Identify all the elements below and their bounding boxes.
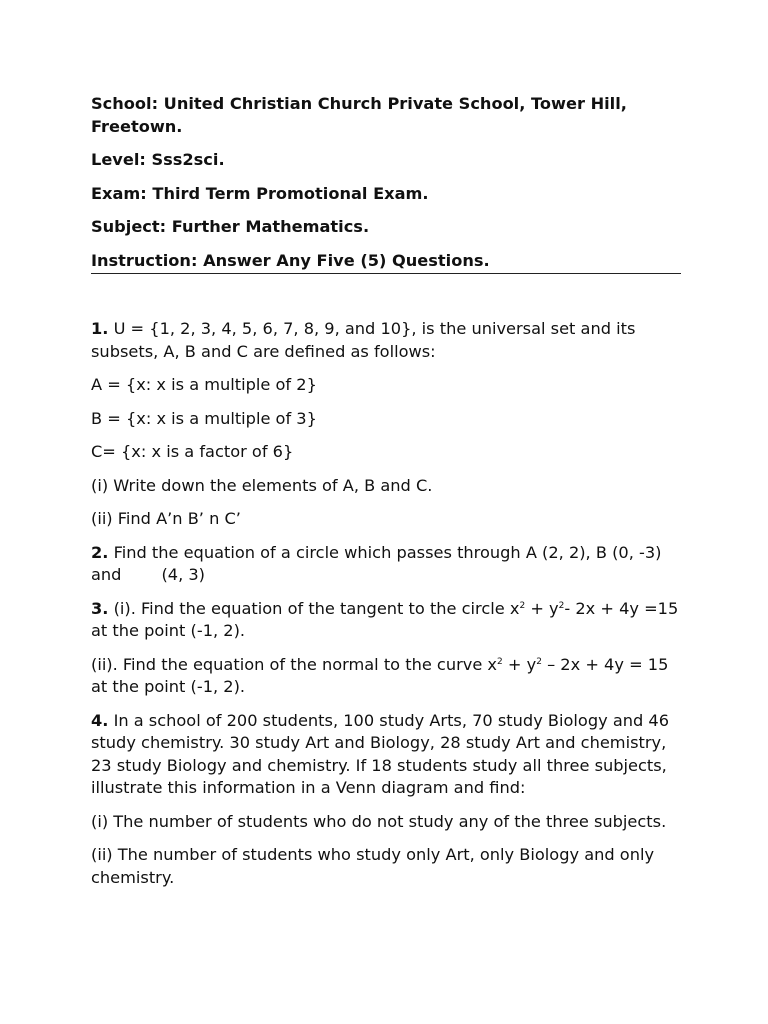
question-1-text: U = {1, 2, 3, 4, 5, 6, 7, 8, 9, and 10}, is the universal set and its subsets, A, B and C are defined as follows: <box>91 319 636 361</box>
question-3-ii-text-b: + y <box>502 654 537 674</box>
question-4-part-i: (i) The number of students who do not study any of the three subjects. <box>91 811 667 831</box>
question-4-text: In a school of 200 students, 100 study Arts, 70 study Biology and 46 study chemistry. 30 study Art and Biology, 28 study Art and chemistry, 23 study Biology and chemistry. If 18 students study all three subjects, illustrate this information in a Venn diagram and find: <box>91 710 670 797</box>
exam-line: Exam: Third Term Promotional Exam. <box>91 183 429 203</box>
question-1-set-b: B = {x: x is a multiple of 3} <box>91 408 317 428</box>
question-3-i-text-c: - 2x + 4y =15 at the point (-1, 2). <box>91 598 679 640</box>
exam-page <box>91 93 681 900</box>
question-4 <box>91 710 681 800</box>
instruction-line: Instruction: Answer Any Five (5) Questions. <box>91 250 681 275</box>
question-4-part-ii: (ii) The number of students who study only Art, only Biology and only chemistry. <box>91 845 655 887</box>
question-1-set-c: C= {x: x is a factor of 6} <box>91 442 294 461</box>
question-3-part-i <box>91 598 681 643</box>
question-3-ii-superscript-y: 2 <box>536 656 542 667</box>
question-1-part-i: (i) Write down the elements of A, B and C. <box>91 475 433 495</box>
subject-line: Subject: Further Mathematics. <box>91 217 370 236</box>
question-3-part-ii <box>91 654 681 699</box>
level-line: Level: Sss2sci. <box>91 150 225 169</box>
question-3-ii-text-a: (ii). Find the equation of the normal to the curve x <box>91 654 498 674</box>
school-line: School: United Christian Church Private School, Tower Hill, Freetown. <box>91 94 627 136</box>
question-2-number: 2. <box>91 542 109 562</box>
question-4-number: 4. <box>91 710 109 730</box>
question-1-number: 1. <box>91 319 109 338</box>
question-3-ii-text-c: – 2x + 4y = 15 at the point (-1, 2). <box>91 654 669 696</box>
question-3-i-superscript-x: 2 <box>519 600 526 611</box>
header-spacer <box>91 274 681 318</box>
question-1-intro <box>91 318 681 363</box>
question-2-text: Find the equation of a circle which passes through A (2, 2), B (0, -3) and <box>91 542 662 584</box>
question-3-i-text-a: (i). Find the equation of the tangent to the circle x <box>108 598 520 618</box>
question-3-number: 3. <box>91 598 109 618</box>
question-2-point: (4, 3) <box>161 565 205 584</box>
question-3-i-superscript-y: 2 <box>558 600 565 611</box>
question-3-ii-superscript-x: 2 <box>497 656 503 667</box>
question-1-part-ii: (ii) Find A’n B’ n C’ <box>91 509 241 528</box>
question-2 <box>91 542 681 587</box>
question-1-set-a: A = {x: x is a multiple of 2} <box>91 375 317 394</box>
question-3-i-text-b: + y <box>525 598 559 618</box>
